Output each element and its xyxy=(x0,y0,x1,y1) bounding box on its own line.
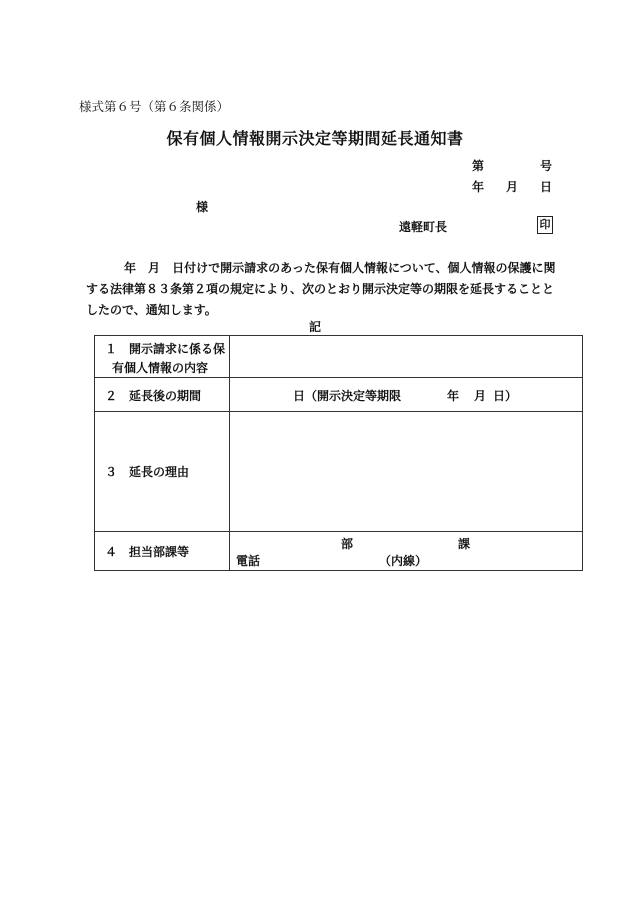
row1-label-line2: 有個人情報の内容 xyxy=(112,361,209,375)
doc-number-prefix: 第 xyxy=(472,159,485,173)
table-row-department xyxy=(95,532,582,571)
deadline-year: 年 xyxy=(447,389,460,403)
table-row-period xyxy=(95,378,582,412)
document-title: 保有個人情報開示決定等期間延長通知書 xyxy=(166,129,464,148)
period-day: 日（開示決定等期限 xyxy=(293,389,402,403)
body-date-month: 月 xyxy=(148,261,161,275)
form-number: 様式第６号（第６条関係） xyxy=(79,99,230,114)
table-row-content xyxy=(95,336,582,378)
label-cell xyxy=(95,336,230,377)
notice-body xyxy=(86,258,556,321)
body-text: 日付けで開示請求のあった保有個人情報について、個人情報の保護に関する法律第８３条第２項の規定により、次のとおり開示決定等の期限を延長することとしたので、通知します。 xyxy=(86,261,556,317)
phone-label: 電話 xyxy=(236,554,261,568)
date-year: 年 xyxy=(472,180,485,194)
addressee-suffix: 様 xyxy=(196,200,209,214)
body-date-year: 年 xyxy=(124,261,137,275)
period-cell[interactable] xyxy=(230,378,582,411)
date-month: 月 xyxy=(506,180,519,194)
issuer-name: 遠軽町長 xyxy=(399,220,448,234)
department-cell[interactable] xyxy=(230,532,582,571)
row1-label-line1: １ 開示請求に係る保 xyxy=(105,342,226,356)
row2-label: ２ 延長後の期間 xyxy=(105,389,202,403)
label-cell xyxy=(95,532,230,571)
table-row-reason xyxy=(95,412,582,532)
deadline-day: 日） xyxy=(493,389,518,403)
reason-cell[interactable] xyxy=(230,412,582,531)
details-table xyxy=(94,335,583,571)
label-cell xyxy=(95,378,230,411)
extension-label: （内線） xyxy=(379,554,428,568)
department-bu: 部 xyxy=(341,537,354,551)
row4-label: ４ 担当部課等 xyxy=(105,545,190,559)
content-cell[interactable] xyxy=(230,336,582,377)
row3-label: ３ 延長の理由 xyxy=(105,465,190,479)
doc-number-suffix: 号 xyxy=(540,159,553,173)
ki-heading: 記 xyxy=(309,320,322,334)
department-ka: 課 xyxy=(458,537,471,551)
deadline-month: 月 xyxy=(474,389,487,403)
seal-mark: 印 xyxy=(537,216,553,234)
label-cell xyxy=(95,412,230,531)
date-day: 日 xyxy=(540,180,553,194)
